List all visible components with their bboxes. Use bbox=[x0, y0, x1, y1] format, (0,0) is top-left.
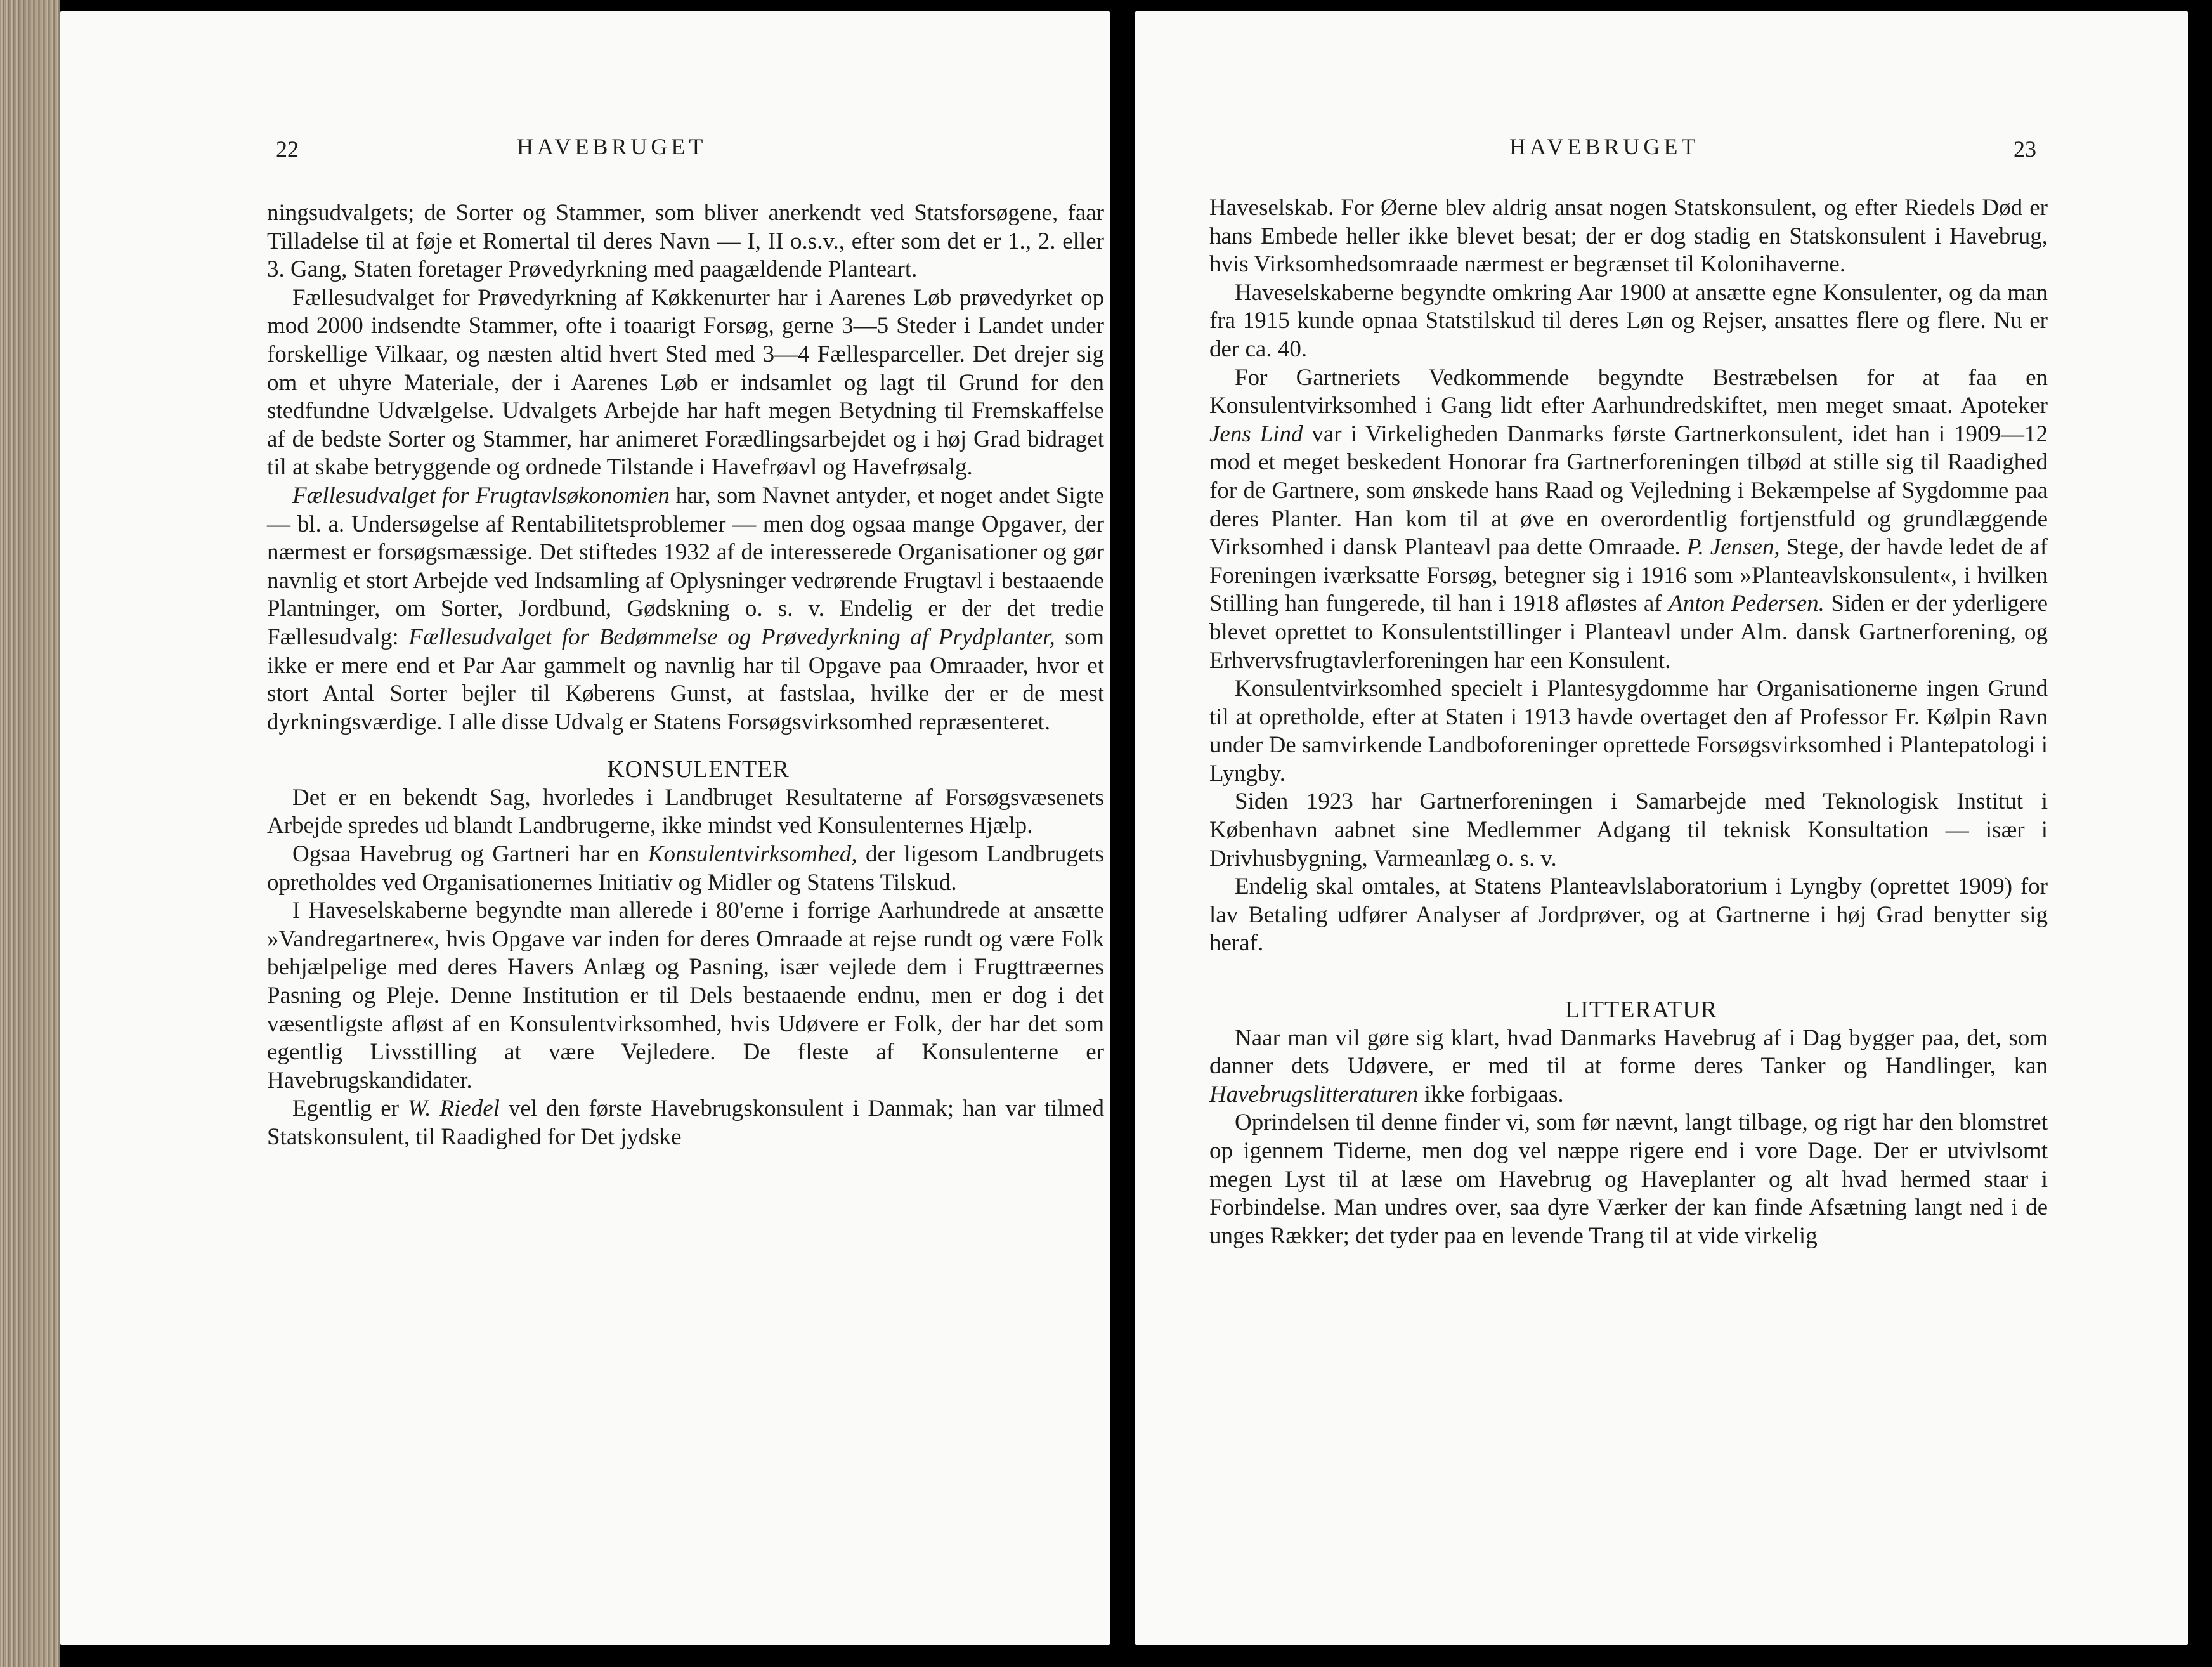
italic-term: Fællesudvalget for Bedømmelse og Prøvedyrkning af Prydplanter, bbox=[408, 624, 1055, 650]
paragraph: Det er en bekendt Sag, hvorledes i Landbruget Resultaterne af Forsøgsvæsenets Arbejde spredes ud blandt Landbrugerne, ikke mindst ved Konsulenternes Hjælp. bbox=[267, 784, 1104, 839]
italic-term: Konsulentvirksomhed, bbox=[647, 841, 857, 868]
italic-term: Jens Lind bbox=[1209, 421, 1303, 447]
paragraph: Fællesudvalget for Prøvedyrkning af Køkkenurter har i Aarenes Løb prøvedyrket op mod 2000 indsendte Stammer, ofte i toaarigt Forsøg, gerne 3—5 Steder i Landet under forskellige Vilkaar, og næsten altid hvert Sted med 3—4 Fællesparceller. Det drejer sig om et uhyre Materiale, der i Aarenes Løb er indsamlet og lagt til Grund for den stedfundne Udvælgelse. Udvalgets Arbejde har haft megen Betydning til Fremskaffelse af de bedste Sorter og Stammer, har animeret Forædlingsarbejdet og i høj Grad bidraget til at skabe betryggende og ordnede Tilstande i Havefrøavl og Havefrøsalg. bbox=[267, 284, 1104, 481]
italic-term: W. Riedel bbox=[407, 1095, 500, 1122]
paragraph: Endelig skal omtales, at Statens Planteavlslaboratorium i Lyngby (oprettet 1909) for lav Betaling udfører Analyser af Jordprøver, og at Gartnerne i høj Grad benytter sig heraf. bbox=[1209, 873, 2048, 957]
running-head: HAVEBRUGET bbox=[1509, 134, 1700, 159]
paragraph: ningsudvalgets; de Sorter og Stammer, som bliver anerkendt ved Statsforsøgene, faar Tilladelse til at føje et Romertal til deres Navn — I, II o.s.v., efter som det er 1., 2. eller 3. Gang, Staten foretager Prøvedyrkning med paagældende Planteart. bbox=[267, 200, 1104, 283]
page-number: 23 bbox=[2014, 136, 2036, 162]
italic-term: P. Jensen, bbox=[1686, 534, 1780, 561]
body-text bbox=[267, 199, 1104, 1152]
left-page bbox=[60, 11, 1110, 1645]
paragraph: Konsulentvirksomhed specielt i Plantesygdomme har Organisationerne ingen Grund til at opretholde, efter at Staten i 1913 havde overtaget den af Professor Fr. Kølpin Ravn under De samvirkende Landboforeninger oprettede Forsøgsvirksomhed i Plantepatologi i Lyngby. bbox=[1209, 676, 2048, 787]
paragraph: Naar man vil gøre sig klart, hvad Danmarks Havebrug af i Dag bygger paa, det, som danner dets Udøvere, er med til at forme deres Tanker og Handlinger, kan Havebrugslitteraturen ikke forbigaas. bbox=[1209, 1024, 2048, 1108]
paragraph: Fællesudvalget for Frugtavlsøkonomien har, som Navnet antyder, et noget andet Sigte — bl. a. Undersøgelse af Rentabilitetsproblemer — men dog ogsaa mange Opgaver, der nærmest er forsøgsmæssige. Det stiftedes 1932 af de interesserede Organisationer og gør navnlig et stort Arbejde ved Indsamling af Oplysninger vedrørende Frugtavl i bestaaende Plantninger, om Sorter, Jordbund, Gødskning o. s. v. Endelig er der det tredie Fællesudvalg: Fællesudvalget for Bedømmelse og Prøvedyrkning af Prydplanter, som ikke er mere end et Par Aar gammelt og navnlig har til Opgave paa Omraader, hvor et stort Antal Sorter bejler til Køberens Gunst, at fastslaa, hvilke der er de mest dyrkningsværdige. I alle disse Udvalg er Statens Forsøgsvirksomhed repræsenteret. bbox=[267, 482, 1104, 735]
paragraph: Haveselskab. For Øerne blev aldrig ansat nogen Statskonsulent, og efter Riedels Død er hans Embede heller ikke blevet besat; der er dog stadig en Statskonsulent i Havebrug, hvis Virksomhedsomraade nærmest er begrænset til Kolonihaverne. bbox=[1209, 195, 2048, 278]
book-spine bbox=[0, 0, 60, 1667]
page-number: 22 bbox=[276, 136, 299, 162]
paragraph: Ogsaa Havebrug og Gartneri har en Konsulentvirksomhed, der ligesom Landbrugets opretholdes ved Organisationernes Initiativ og Midler og Statens Tilskud. bbox=[267, 841, 1104, 896]
italic-term: Anton Pedersen. bbox=[1669, 591, 1825, 617]
paragraph: Haveselskaberne begyndte omkring Aar 1900 at ansætte egne Konsulenter, og da man fra 1915 kunde opnaa Statstilskud til deres Løn og Rejser, ansattes flere og flere. Nu er der ca. 40. bbox=[1209, 279, 2048, 362]
italic-term: Havebrugslitteraturen bbox=[1209, 1081, 1419, 1108]
body-text bbox=[1209, 194, 2048, 1250]
section-heading: KONSULENTER bbox=[607, 756, 790, 783]
running-head: HAVEBRUGET bbox=[517, 134, 707, 159]
paragraph: Siden 1923 har Gartnerforeningen i Samarbejde med Teknologisk Institut i København aabnet sine Medlemmer Adgang til teknisk Konsultation — især i Drivhusbygning, Varmeanlæg o. s. v. bbox=[1209, 788, 2048, 872]
paragraph: I Haveselskaberne begyndte man allerede i 80'erne i forrige Aarhundrede at ansætte »Vandregartnere«, hvis Opgave var inden for deres Omraade at rejse rundt og være Folk behjælpelige med deres Havers Anlæg og Pasning, især vejlede dem i Frugttræernes Pasning og Pleje. Denne Institution er til Dels bestaaende endnu, men er dog i det væsentligste afløst af en Konsulentvirksomhed, hvis Udøvere er Folk, der har det som egentlig Livsstilling at være Vejledere. De fleste af Konsulenterne er Havebrugskandidater. bbox=[267, 898, 1104, 1094]
section-heading: LITTERATUR bbox=[1565, 997, 1718, 1024]
paragraph: Oprindelsen til denne finder vi, som før nævnt, langt tilbage, og rigt har den blomstret op igennem Tiderne, men dog vel næppe rigere end i vore Dage. Der er utvivlsomt megen Lyst til at læse om Havebrug og Haveplanter og alt hvad hermed staar i Forbindelse. Man undres over, saa dyre Værker der kan finde Afsætning langt ned i de unges Rækker; det tyder paa en levende Trang til at vide virkelig bbox=[1209, 1109, 2048, 1249]
italic-term: Fællesudvalget for Frugtavlsøkonomien bbox=[292, 482, 670, 509]
paragraph: For Gartneriets Vedkommende begyndte Bestræbelsen for at faa en Konsulentvirksomhed i Gang lidt efter Aarhundredskiftet, men meget smaat. Apoteker Jens Lind var i Virkeligheden Danmarks første Gartnerkonsulent, idet han i 1909—12 mod et meget beskedent Honorar fra Gartnerforeningen tilbød at stille sig til Raadighed for de Gartnere, som ønskede hans Raad og Vejledning i Bekæmpelse af Sygdomme paa deres Planter. Han kom til at øve en overordentlig fortjenstfuld og grundlæggende Virksomhed i dansk Planteavl paa dette Omraade. P. Jensen, Stege, der havde ledet de af Foreningen iværksatte Forsøg, betegner sig i 1916 som »Planteavlskonsulent«, i hvilken Stilling han fungerede, til han i 1918 afløstes af Anton Pedersen. Siden er der yderligere blevet oprettet to Konsulentstillinger i Planteavl under Alm. dansk Gartnerforening, og Erhvervsfrugtavlerforeningen har een Konsulent. bbox=[1209, 364, 2048, 674]
right-page bbox=[1135, 11, 2188, 1645]
paragraph: Egentlig er W. Riedel vel den første Havebrugskonsulent i Danmak; han var tilmed Statskonsulent, til Raadighed for Det jydske bbox=[267, 1095, 1104, 1150]
